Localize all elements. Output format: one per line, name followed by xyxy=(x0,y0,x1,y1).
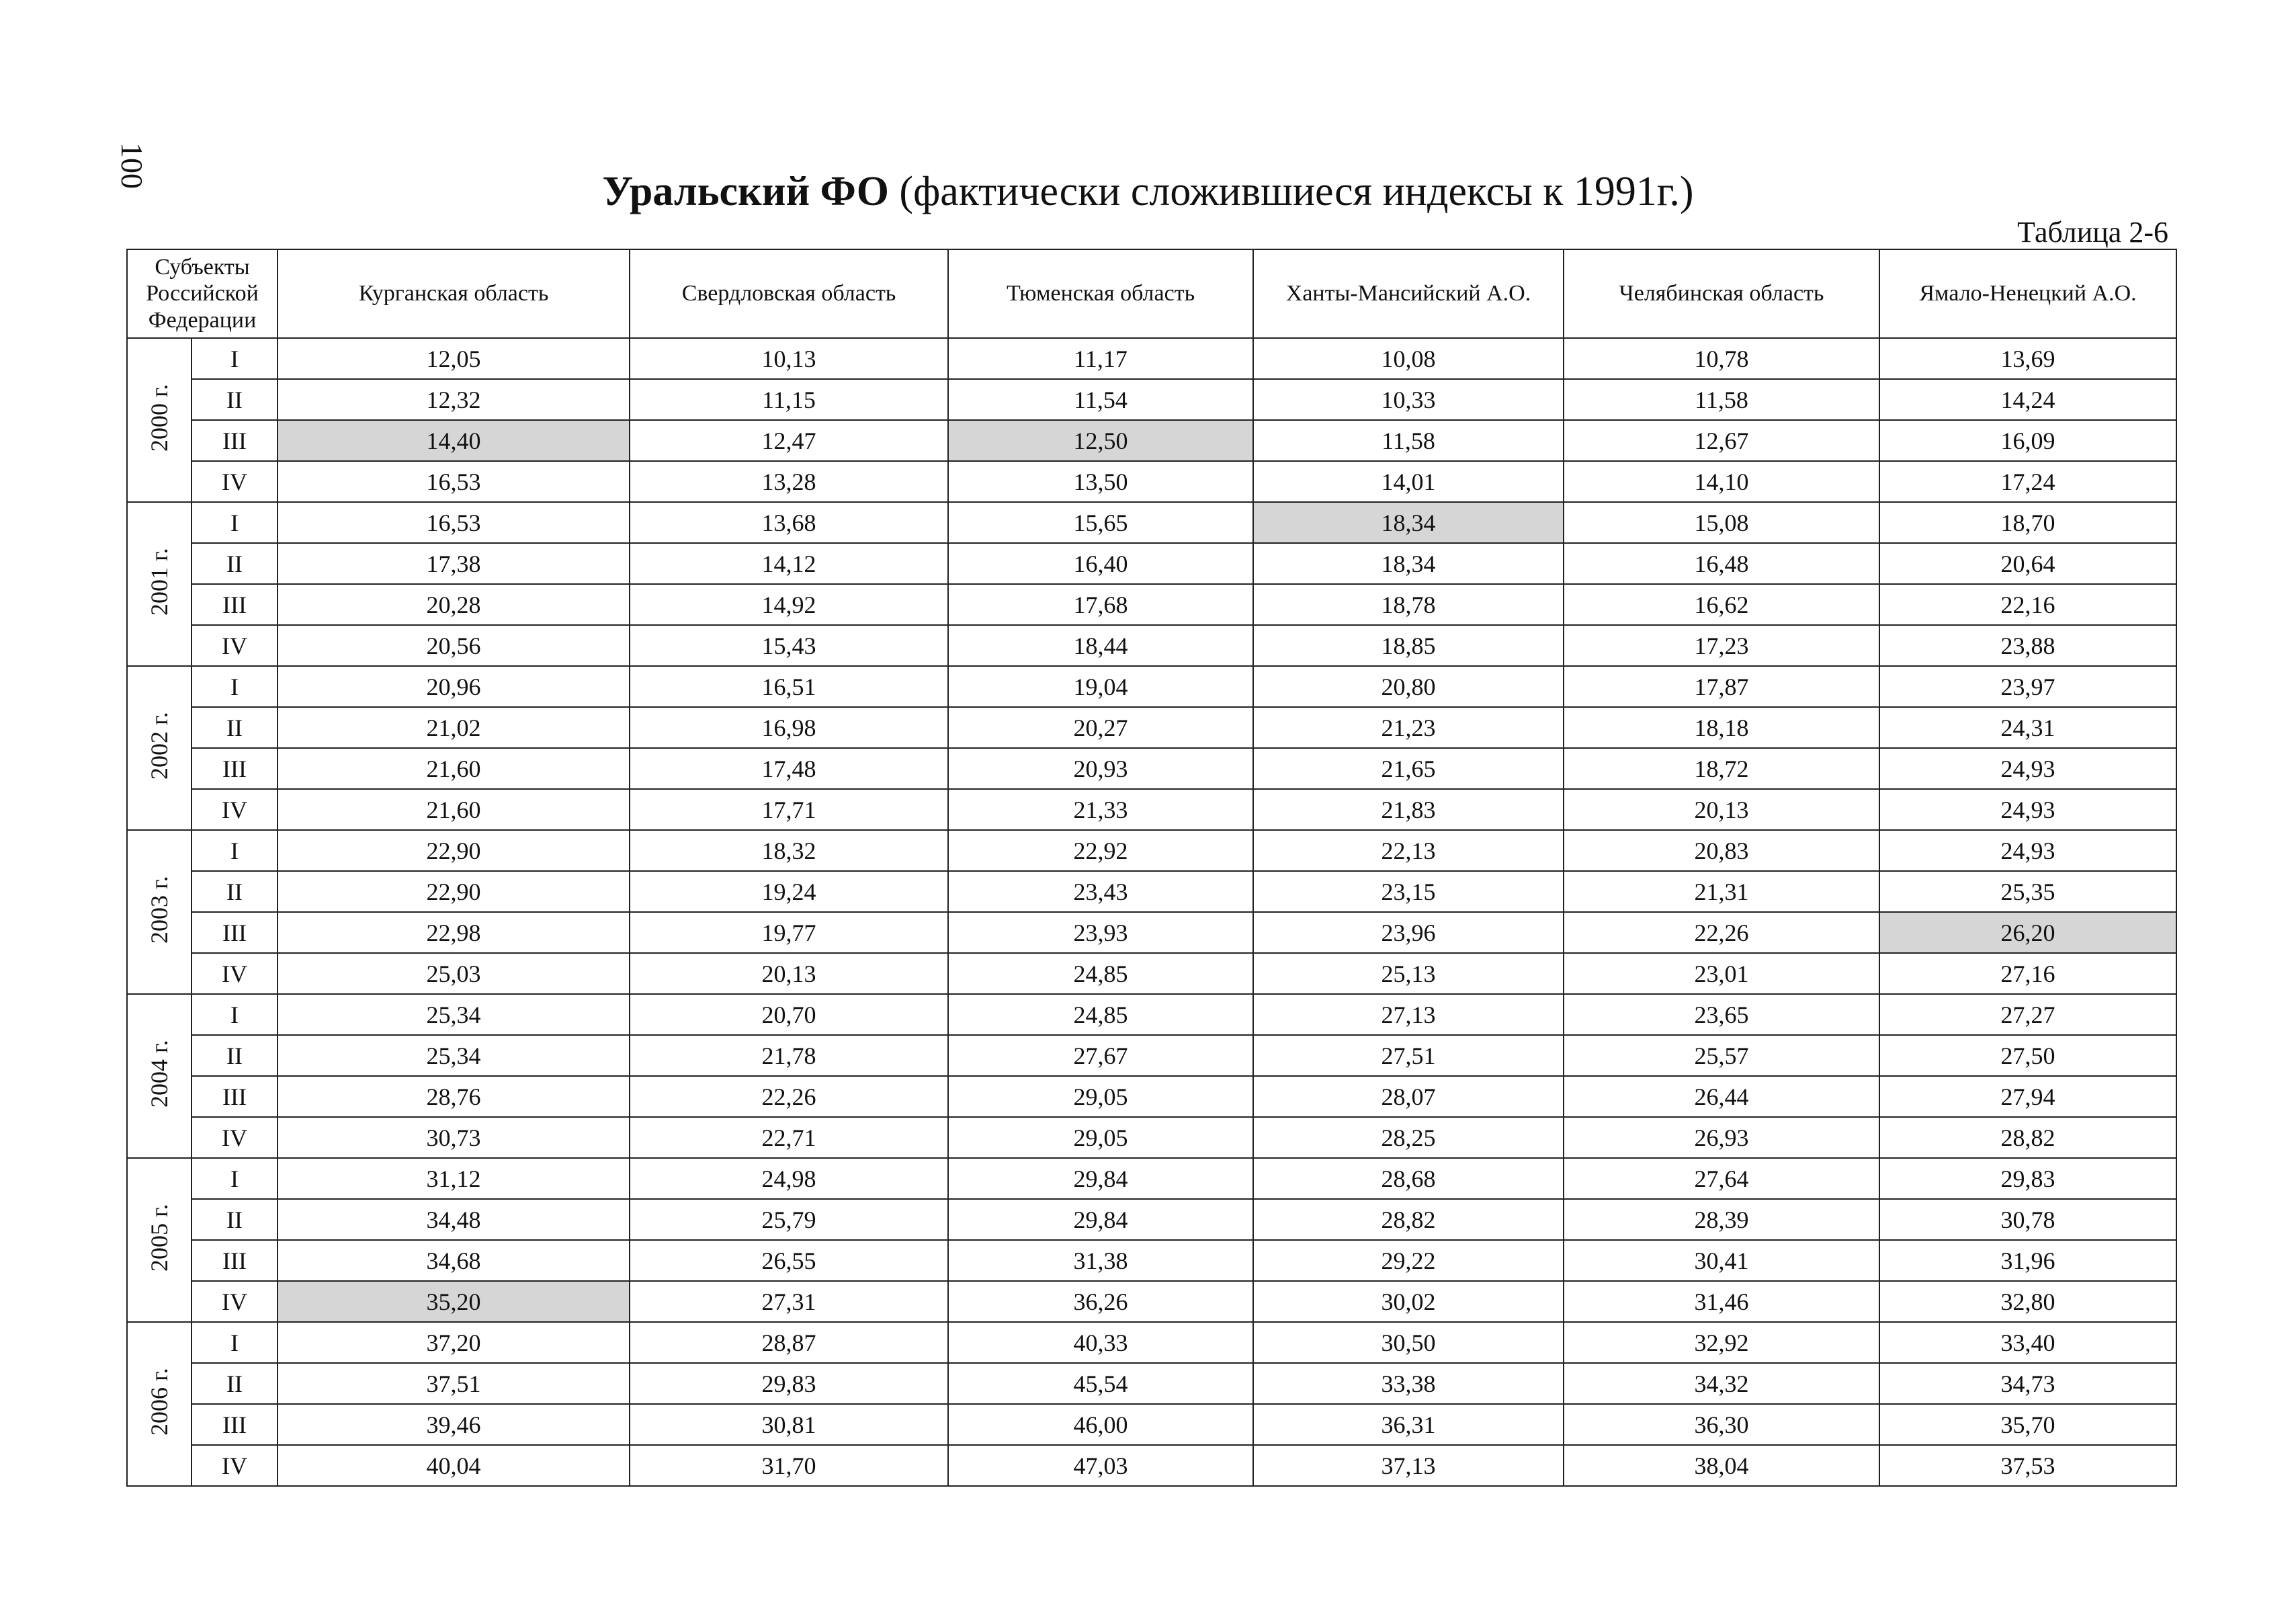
value-cell: 22,98 xyxy=(278,912,630,953)
value-cell: 19,77 xyxy=(630,912,948,953)
value-cell: 23,96 xyxy=(1253,912,1564,953)
value-cell: 16,51 xyxy=(630,666,948,707)
value-cell: 40,04 xyxy=(278,1445,630,1486)
value-cell: 27,50 xyxy=(1879,1035,2176,1076)
value-cell: 21,31 xyxy=(1564,871,1879,912)
value-cell: 19,04 xyxy=(948,666,1253,707)
value-cell: 20,80 xyxy=(1253,666,1564,707)
value-cell: 26,55 xyxy=(630,1240,948,1281)
value-cell: 22,92 xyxy=(948,830,1253,871)
year-label-cell xyxy=(127,1322,192,1486)
value-cell: 17,48 xyxy=(630,748,948,789)
value-cell: 18,85 xyxy=(1253,625,1564,666)
value-cell: 27,27 xyxy=(1879,994,2176,1035)
value-cell: 20,93 xyxy=(948,748,1253,789)
value-cell: 24,85 xyxy=(948,953,1253,994)
value-cell: 29,22 xyxy=(1253,1240,1564,1281)
quarter-label: I xyxy=(192,994,278,1035)
year-label-cell xyxy=(127,666,192,830)
value-cell: 17,38 xyxy=(278,543,630,584)
value-cell: 34,48 xyxy=(278,1199,630,1240)
table-row xyxy=(127,707,2176,748)
value-cell: 12,05 xyxy=(278,338,630,379)
page-number: 100 xyxy=(115,142,149,189)
value-cell: 21,23 xyxy=(1253,707,1564,748)
quarter-label: I xyxy=(192,1158,278,1199)
quarter-label: I xyxy=(192,830,278,871)
value-cell: 27,16 xyxy=(1879,953,2176,994)
value-cell: 12,47 xyxy=(630,420,948,461)
value-cell: 14,12 xyxy=(630,543,948,584)
value-cell: 18,34 xyxy=(1253,543,1564,584)
value-cell: 14,24 xyxy=(1879,379,2176,420)
table-row xyxy=(127,1199,2176,1240)
year-label: 2004 г. xyxy=(146,1040,173,1108)
value-cell: 11,54 xyxy=(948,379,1253,420)
value-cell: 30,73 xyxy=(278,1117,630,1158)
value-cell: 37,13 xyxy=(1253,1445,1564,1486)
table-row xyxy=(127,871,2176,912)
table-row xyxy=(127,1035,2176,1076)
value-cell: 10,13 xyxy=(630,338,948,379)
value-cell: 38,04 xyxy=(1564,1445,1879,1486)
year-label: 2003 г. xyxy=(146,876,173,944)
value-cell: 39,46 xyxy=(278,1404,630,1445)
value-cell: 24,98 xyxy=(630,1158,948,1199)
value-cell: 18,18 xyxy=(1564,707,1879,748)
value-cell: 20,13 xyxy=(630,953,948,994)
value-cell: 16,40 xyxy=(948,543,1253,584)
value-cell: 19,24 xyxy=(630,871,948,912)
table-row xyxy=(127,789,2176,830)
table-row xyxy=(127,994,2176,1035)
value-cell: 31,96 xyxy=(1879,1240,2176,1281)
value-cell: 35,20 xyxy=(278,1281,630,1322)
table-row xyxy=(127,420,2176,461)
value-cell: 25,13 xyxy=(1253,953,1564,994)
table-body xyxy=(127,338,2176,1486)
value-cell: 21,60 xyxy=(278,748,630,789)
value-cell: 26,20 xyxy=(1879,912,2176,953)
quarter-label: I xyxy=(192,1322,278,1363)
value-cell: 21,78 xyxy=(630,1035,948,1076)
header-row xyxy=(127,249,2176,338)
value-cell: 36,31 xyxy=(1253,1404,1564,1445)
value-cell: 20,13 xyxy=(1564,789,1879,830)
value-cell: 13,69 xyxy=(1879,338,2176,379)
year-label-cell xyxy=(127,338,192,502)
value-cell: 13,68 xyxy=(630,502,948,543)
value-cell: 28,87 xyxy=(630,1322,948,1363)
header-tyumen: Тюменская область xyxy=(948,249,1253,338)
value-cell: 15,43 xyxy=(630,625,948,666)
table-number: Таблица 2-6 xyxy=(2017,216,2168,249)
value-cell: 17,71 xyxy=(630,789,948,830)
value-cell: 20,27 xyxy=(948,707,1253,748)
table-row xyxy=(127,1445,2176,1486)
table-row xyxy=(127,502,2176,543)
value-cell: 18,44 xyxy=(948,625,1253,666)
value-cell: 45,54 xyxy=(948,1363,1253,1404)
header-khanty-mansi: Ханты-Мансийский А.О. xyxy=(1253,249,1564,338)
value-cell: 24,93 xyxy=(1879,748,2176,789)
value-cell: 20,64 xyxy=(1879,543,2176,584)
value-cell: 30,41 xyxy=(1564,1240,1879,1281)
quarter-label: I xyxy=(192,338,278,379)
value-cell: 11,58 xyxy=(1564,379,1879,420)
header-sverdlovsk: Свердловская область xyxy=(630,249,948,338)
value-cell: 28,25 xyxy=(1253,1117,1564,1158)
table-row xyxy=(127,1404,2176,1445)
quarter-label: III xyxy=(192,420,278,461)
quarter-label: II xyxy=(192,379,278,420)
value-cell: 33,40 xyxy=(1879,1322,2176,1363)
quarter-label: II xyxy=(192,1363,278,1404)
value-cell: 27,67 xyxy=(948,1035,1253,1076)
table-row xyxy=(127,666,2176,707)
value-cell: 36,30 xyxy=(1564,1404,1879,1445)
value-cell: 22,16 xyxy=(1879,584,2176,625)
value-cell: 30,78 xyxy=(1879,1199,2176,1240)
value-cell: 16,62 xyxy=(1564,584,1879,625)
table-row xyxy=(127,912,2176,953)
quarter-label: I xyxy=(192,502,278,543)
value-cell: 46,00 xyxy=(948,1404,1253,1445)
value-cell: 24,93 xyxy=(1879,789,2176,830)
value-cell: 23,88 xyxy=(1879,625,2176,666)
value-cell: 30,50 xyxy=(1253,1322,1564,1363)
value-cell: 15,65 xyxy=(948,502,1253,543)
quarter-label: II xyxy=(192,707,278,748)
value-cell: 37,20 xyxy=(278,1322,630,1363)
quarter-label: IV xyxy=(192,1281,278,1322)
value-cell: 22,71 xyxy=(630,1117,948,1158)
value-cell: 16,98 xyxy=(630,707,948,748)
value-cell: 34,32 xyxy=(1564,1363,1879,1404)
value-cell: 16,53 xyxy=(278,502,630,543)
value-cell: 11,15 xyxy=(630,379,948,420)
table-row xyxy=(127,379,2176,420)
table-row xyxy=(127,1322,2176,1363)
value-cell: 17,24 xyxy=(1879,461,2176,502)
value-cell: 31,46 xyxy=(1564,1281,1879,1322)
value-cell: 21,33 xyxy=(948,789,1253,830)
value-cell: 25,34 xyxy=(278,994,630,1035)
value-cell: 21,60 xyxy=(278,789,630,830)
value-cell: 33,38 xyxy=(1253,1363,1564,1404)
value-cell: 10,78 xyxy=(1564,338,1879,379)
value-cell: 20,70 xyxy=(630,994,948,1035)
value-cell: 18,32 xyxy=(630,830,948,871)
value-cell: 32,92 xyxy=(1564,1322,1879,1363)
value-cell: 22,26 xyxy=(1564,912,1879,953)
value-cell: 11,58 xyxy=(1253,420,1564,461)
value-cell: 25,35 xyxy=(1879,871,2176,912)
quarter-label: III xyxy=(192,1240,278,1281)
value-cell: 21,02 xyxy=(278,707,630,748)
value-cell: 35,70 xyxy=(1879,1404,2176,1445)
value-cell: 14,92 xyxy=(630,584,948,625)
quarter-label: IV xyxy=(192,461,278,502)
value-cell: 23,93 xyxy=(948,912,1253,953)
table-row xyxy=(127,584,2176,625)
value-cell: 29,83 xyxy=(630,1363,948,1404)
value-cell: 17,87 xyxy=(1564,666,1879,707)
table-row xyxy=(127,1281,2176,1322)
table-row xyxy=(127,625,2176,666)
value-cell: 17,23 xyxy=(1564,625,1879,666)
value-cell: 16,53 xyxy=(278,461,630,502)
quarter-label: IV xyxy=(192,1445,278,1486)
table-row xyxy=(127,1158,2176,1199)
value-cell: 25,79 xyxy=(630,1199,948,1240)
year-label: 2002 г. xyxy=(146,712,173,780)
year-label: 2005 г. xyxy=(146,1204,173,1272)
value-cell: 22,90 xyxy=(278,871,630,912)
value-cell: 25,03 xyxy=(278,953,630,994)
table-row xyxy=(127,1363,2176,1404)
value-cell: 37,53 xyxy=(1879,1445,2176,1486)
title-region: Уральский ФО xyxy=(602,169,889,214)
value-cell: 24,85 xyxy=(948,994,1253,1035)
index-table xyxy=(126,249,2177,1487)
value-cell: 20,96 xyxy=(278,666,630,707)
value-cell: 27,64 xyxy=(1564,1158,1879,1199)
value-cell: 13,50 xyxy=(948,461,1253,502)
year-label: 2006 г. xyxy=(146,1368,173,1436)
page-title xyxy=(0,168,2296,216)
value-cell: 10,08 xyxy=(1253,338,1564,379)
header-yamalo-nenets: Ямало-Ненецкий А.О. xyxy=(1879,249,2176,338)
year-label-cell xyxy=(127,830,192,994)
value-cell: 12,32 xyxy=(278,379,630,420)
value-cell: 24,31 xyxy=(1879,707,2176,748)
value-cell: 23,65 xyxy=(1564,994,1879,1035)
year-label-cell xyxy=(127,502,192,666)
value-cell: 14,40 xyxy=(278,420,630,461)
value-cell: 18,70 xyxy=(1879,502,2176,543)
quarter-label: IV xyxy=(192,789,278,830)
value-cell: 28,76 xyxy=(278,1076,630,1117)
value-cell: 24,93 xyxy=(1879,830,2176,871)
value-cell: 21,83 xyxy=(1253,789,1564,830)
value-cell: 29,84 xyxy=(948,1199,1253,1240)
value-cell: 23,01 xyxy=(1564,953,1879,994)
value-cell: 31,70 xyxy=(630,1445,948,1486)
value-cell: 29,05 xyxy=(948,1117,1253,1158)
value-cell: 23,15 xyxy=(1253,871,1564,912)
value-cell: 31,12 xyxy=(278,1158,630,1199)
value-cell: 26,93 xyxy=(1564,1117,1879,1158)
value-cell: 40,33 xyxy=(948,1322,1253,1363)
table-row xyxy=(127,1117,2176,1158)
table-row xyxy=(127,748,2176,789)
value-cell: 29,05 xyxy=(948,1076,1253,1117)
value-cell: 31,38 xyxy=(948,1240,1253,1281)
value-cell: 20,56 xyxy=(278,625,630,666)
value-cell: 28,39 xyxy=(1564,1199,1879,1240)
value-cell: 10,33 xyxy=(1253,379,1564,420)
value-cell: 21,65 xyxy=(1253,748,1564,789)
value-cell: 16,09 xyxy=(1879,420,2176,461)
quarter-label: IV xyxy=(192,1117,278,1158)
value-cell: 22,26 xyxy=(630,1076,948,1117)
value-cell: 28,07 xyxy=(1253,1076,1564,1117)
quarter-label: III xyxy=(192,584,278,625)
value-cell: 28,82 xyxy=(1253,1199,1564,1240)
year-label: 2000 г. xyxy=(146,384,173,452)
title-description: (фактически сложившиеся индексы к 1991г.) xyxy=(888,169,1694,214)
value-cell: 25,34 xyxy=(278,1035,630,1076)
value-cell: 23,43 xyxy=(948,871,1253,912)
value-cell: 30,81 xyxy=(630,1404,948,1445)
value-cell: 23,97 xyxy=(1879,666,2176,707)
value-cell: 22,90 xyxy=(278,830,630,871)
value-cell: 29,84 xyxy=(948,1158,1253,1199)
value-cell: 14,01 xyxy=(1253,461,1564,502)
value-cell: 12,50 xyxy=(948,420,1253,461)
value-cell: 29,83 xyxy=(1879,1158,2176,1199)
value-cell: 27,51 xyxy=(1253,1035,1564,1076)
quarter-label: I xyxy=(192,666,278,707)
table-row xyxy=(127,1240,2176,1281)
quarter-label: II xyxy=(192,1199,278,1240)
quarter-label: III xyxy=(192,1404,278,1445)
value-cell: 28,82 xyxy=(1879,1117,2176,1158)
header-chelyabinsk: Челябинская область xyxy=(1564,249,1879,338)
value-cell: 27,13 xyxy=(1253,994,1564,1035)
quarter-label: III xyxy=(192,1076,278,1117)
value-cell: 22,13 xyxy=(1253,830,1564,871)
quarter-label: IV xyxy=(192,953,278,994)
value-cell: 26,44 xyxy=(1564,1076,1879,1117)
value-cell: 15,08 xyxy=(1564,502,1879,543)
value-cell: 47,03 xyxy=(948,1445,1253,1486)
table-row xyxy=(127,830,2176,871)
value-cell: 34,73 xyxy=(1879,1363,2176,1404)
table-row xyxy=(127,338,2176,379)
value-cell: 14,10 xyxy=(1564,461,1879,502)
value-cell: 20,83 xyxy=(1564,830,1879,871)
value-cell: 20,28 xyxy=(278,584,630,625)
quarter-label: III xyxy=(192,912,278,953)
value-cell: 27,94 xyxy=(1879,1076,2176,1117)
header-subject: Субъекты Российской Федерации xyxy=(127,249,278,338)
value-cell: 18,78 xyxy=(1253,584,1564,625)
quarter-label: IV xyxy=(192,625,278,666)
quarter-label: II xyxy=(192,1035,278,1076)
value-cell: 34,68 xyxy=(278,1240,630,1281)
table-row xyxy=(127,1076,2176,1117)
value-cell: 25,57 xyxy=(1564,1035,1879,1076)
value-cell: 13,28 xyxy=(630,461,948,502)
value-cell: 36,26 xyxy=(948,1281,1253,1322)
value-cell: 32,80 xyxy=(1879,1281,2176,1322)
value-cell: 28,68 xyxy=(1253,1158,1564,1199)
table-row xyxy=(127,953,2176,994)
value-cell: 37,51 xyxy=(278,1363,630,1404)
header-kurgan: Курганская область xyxy=(278,249,630,338)
value-cell: 18,72 xyxy=(1564,748,1879,789)
year-label-cell xyxy=(127,994,192,1158)
quarter-label: II xyxy=(192,871,278,912)
value-cell: 18,34 xyxy=(1253,502,1564,543)
value-cell: 11,17 xyxy=(948,338,1253,379)
value-cell: 27,31 xyxy=(630,1281,948,1322)
value-cell: 12,67 xyxy=(1564,420,1879,461)
year-label-cell xyxy=(127,1158,192,1322)
quarter-label: III xyxy=(192,748,278,789)
quarter-label: II xyxy=(192,543,278,584)
year-label: 2001 г. xyxy=(146,548,173,616)
value-cell: 17,68 xyxy=(948,584,1253,625)
table-row xyxy=(127,543,2176,584)
value-cell: 30,02 xyxy=(1253,1281,1564,1322)
table-row xyxy=(127,461,2176,502)
value-cell: 16,48 xyxy=(1564,543,1879,584)
